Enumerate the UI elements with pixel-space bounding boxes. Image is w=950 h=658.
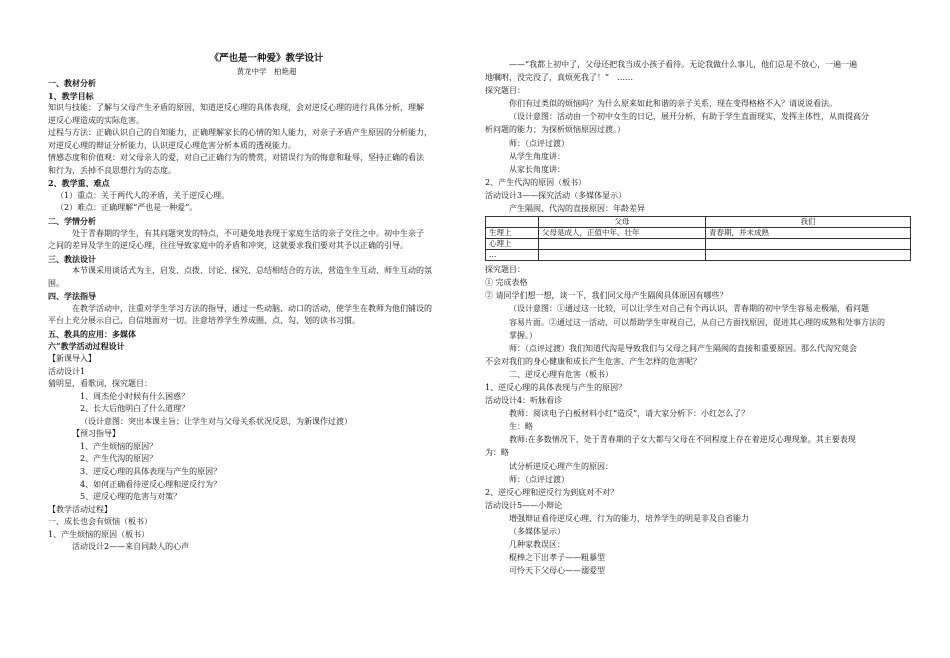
text-line: （多媒体显示）: [509, 527, 565, 536]
text-line: 二、逆反心理有危害（板书）: [509, 369, 613, 379]
section-heading: 1、教学目标: [48, 90, 94, 101]
text-line: 猜明星，看歌词，探究题目：: [48, 379, 152, 389]
text-line: 本节课采用谈话式为主，启发、点拨、讨论、探究、总结相结合的方法，营造生生互动、师生互动的氛: [72, 266, 432, 276]
section-heading: 二、学情分析: [48, 216, 96, 227]
text-line: 2、产生代沟的原因？: [80, 454, 158, 464]
text-line: 【预习指导】: [72, 429, 120, 439]
text-line: 情感态度和价值观：对父母亲人的爱，对自己正确行为的赞赏，对错误行为的悔意和耻辱，坚持正确的看法: [48, 153, 424, 163]
text-line: 3、逆反心理的具体表现与产生的原因？: [80, 466, 222, 476]
text-line: 知识与技能：了解与父母产生矛盾的原因，知道逆反心理的具体表现，会对逆反心理的进行具体分析，理解: [48, 103, 424, 113]
text-line: 析问题的能力；为探析烦恼原因过渡。）: [485, 125, 625, 135]
text-line: 2、长大后他明白了什么道理？: [80, 404, 190, 414]
table-header-cell: [486, 217, 539, 228]
table-row: [486, 228, 911, 239]
text-line: 增强辩证看待逆反心理、行为的能力，培养学生的明是非及自省能力: [509, 513, 749, 523]
text-line: 活动设计4：听脉看诊: [485, 396, 563, 406]
text-line: 逆反心理造成的实际危害。: [48, 115, 144, 125]
text-line: 在教学活动中，注重对学生学习方法的指导，通过一些动脑、动口的活动，使学生在教师为他们铺设的: [72, 303, 432, 313]
text-line: 5、逆反心理的危害与对策？: [80, 492, 182, 502]
text-line: 你们有过类似的烦恼吗？为什么原来如此和谐的亲子关系，现在变得格格不入？请说说看法。: [509, 99, 837, 109]
text-line: 从学生角度讲：: [509, 151, 565, 161]
text-line: （1）重点：关于两代人的矛盾，关于逆反心理。: [56, 190, 230, 200]
table-row: [486, 250, 911, 261]
document-author: 黄龙中学 柏艳超: [236, 67, 297, 76]
text-line: 可怜天下父母心——溺爱型: [509, 566, 605, 576]
text-line: 教师：阅读电子白板材料小红“造反”，请大家分析下：小红怎么了？: [509, 409, 750, 419]
text-line: 几种家教误区：: [509, 540, 565, 550]
text-line: 试分析逆反心理产生的原因：: [509, 461, 613, 471]
age-gap-table: [485, 216, 911, 261]
text-line: 生：略: [509, 422, 533, 432]
text-line: 探究题目：: [485, 86, 525, 96]
text-line: （设计意图：①通过这一比较，可以让学生对自己有个再认识，青春期的初中学生容易走极端，看问题: [509, 304, 869, 314]
text-line: 探究题目：: [485, 265, 525, 275]
right-column: [485, 58, 910, 577]
table-cell: 青春期，并未成熟: [706, 228, 911, 239]
text-line: 1、周杰伦小时候有什么困惑？: [80, 391, 190, 401]
table-cell: [539, 250, 706, 261]
left-column: [48, 52, 471, 554]
text-line: 1、产生烦恼的原因（板书）: [48, 529, 150, 539]
text-line: ② 请同学们想一想，谈一下，我们同父母产生隔阂具体原因有哪些？: [485, 291, 728, 301]
text-line: 活动设计1: [48, 366, 86, 376]
text-line: 棍棒之下出孝子——粗暴型: [509, 553, 605, 563]
text-line: 过程与方法：正确认识自己的自知能力，正确理解家长的心情的知人能力，对亲子矛盾产生原因的分析能力，: [48, 128, 432, 138]
text-line: 1、逆反心理的具体表现与产生的原因？: [485, 382, 627, 392]
text-line: 平台上充分展示自己，自信地面对一切。注意培养学生养成圈、点、勾、划的读书习惯。: [48, 316, 360, 326]
table-cell: [539, 239, 706, 250]
text-line: 2、产生代沟的原因（板书）: [485, 177, 587, 187]
age-gap-table-header: [486, 217, 911, 228]
text-line: ——“我都上初中了，父母还把我当成小孩子看待。无论我做什么事儿，他们总是不放心，一遍一遍: [509, 60, 858, 69]
text-line: 师：（点评过渡）: [509, 474, 569, 484]
document-title: 《严也是一种爱》教学设计: [209, 53, 324, 64]
text-line: 为：略: [485, 448, 509, 458]
table-cell: 生理上: [486, 228, 539, 239]
text-line: 【教学活动过程】: [48, 504, 112, 514]
section-heading: 六“教学活动过程设计: [48, 341, 125, 352]
text-line: 地嘱咐，没完没了，真烦死我了！” ……: [485, 73, 634, 83]
text-line: 对逆反心理的辩证分析能力，认识逆反心理危害分析本质的透视能力。: [48, 140, 296, 150]
section-heading: 三、教法设计: [48, 253, 96, 264]
right-column-body-top: [485, 58, 910, 215]
table-header-cell: 父母: [539, 217, 706, 228]
table-cell: 父母是成人，正值中年、壮年: [539, 228, 706, 239]
text-line: 围。: [48, 278, 64, 288]
text-line: （设计意图：突出本课主旨；让学生对与父母关系状况反思，为新课作过渡）: [80, 416, 352, 426]
text-line: 1、产生烦恼的原因？: [80, 441, 158, 451]
text-line: 之间的差异及学生的逆反心理，往往导致家庭中的矛盾和冲突，这就要求我们要对其予以正确的引导。: [48, 241, 408, 251]
text-line: 容易片面。②通过这一活动，可以帮助学生审视自己，从自己方面找原因，促进其心理的成熟和处事方法的: [509, 317, 885, 327]
text-line: 活动设计5——小辩论: [485, 500, 563, 510]
text-line: 活动设计3——探究活动（多媒体显示）: [485, 190, 627, 200]
section-heading: 一、教材分析: [48, 78, 96, 88]
text-line: 师：（点评过渡）: [509, 138, 569, 148]
right-column-body-bottom: [485, 263, 910, 577]
text-line: 掌握。）: [509, 330, 537, 340]
text-line: 2、逆反心理和逆反行为到底对不对？: [485, 487, 619, 497]
text-line: 教师:在多数情况下，处于青春期的子女大都与父母在不同程度上存在着逆反心理现象。其主要表现: [509, 435, 856, 445]
table-cell: …: [486, 250, 539, 261]
table-cell: [706, 250, 911, 261]
text-line: 处于青春期的学生，有其问题突发的特点，不可避免地表现于家庭生活的亲子交往之中。初中生亲子: [72, 228, 424, 238]
text-line: 4、如何正确看待逆反心理和逆反行为？: [80, 479, 222, 489]
text-line: 不会对我们的身心健康和成长产生危害、产生怎样的危害呢？: [485, 356, 701, 366]
text-line: 从家长角度讲：: [509, 164, 565, 174]
text-line: 【新课导入】: [48, 354, 96, 364]
section-heading: 四、学法指导: [48, 291, 96, 302]
table-cell: [706, 239, 911, 250]
text-line: 产生隔阂、代沟的直接原因：年龄差异: [509, 204, 645, 214]
table-header-cell: 我们: [706, 217, 911, 228]
table-cell: 心理上: [486, 239, 539, 250]
table-row: [486, 239, 911, 250]
section-heading: 2、教学重、难点: [48, 178, 110, 189]
text-line: 一、成长也会有烦恼（板书）: [48, 517, 152, 527]
section-heading: 五、教具的应用：多媒体: [48, 328, 136, 339]
text-line: （设计意图：活动由一个初中女生的日记，展开分析，有助于学生直面现实，发挥主体性，从而提高分: [509, 112, 869, 122]
text-line: 师：（点评过渡）我们知道代沟是导致我们与父母之间产生隔阂的直接和重要原因。那么代沟究竟会: [509, 343, 857, 353]
text-line: （2）难点：正确理解“严也是一种爱”。: [56, 203, 198, 213]
text-line: 和行为，丢掉不良思想行为的态度。: [48, 165, 176, 175]
left-column-body: [48, 77, 471, 554]
text-line: 活动设计2——来自同龄人的心声: [72, 542, 190, 552]
text-line: ① 完成表格: [485, 278, 528, 288]
